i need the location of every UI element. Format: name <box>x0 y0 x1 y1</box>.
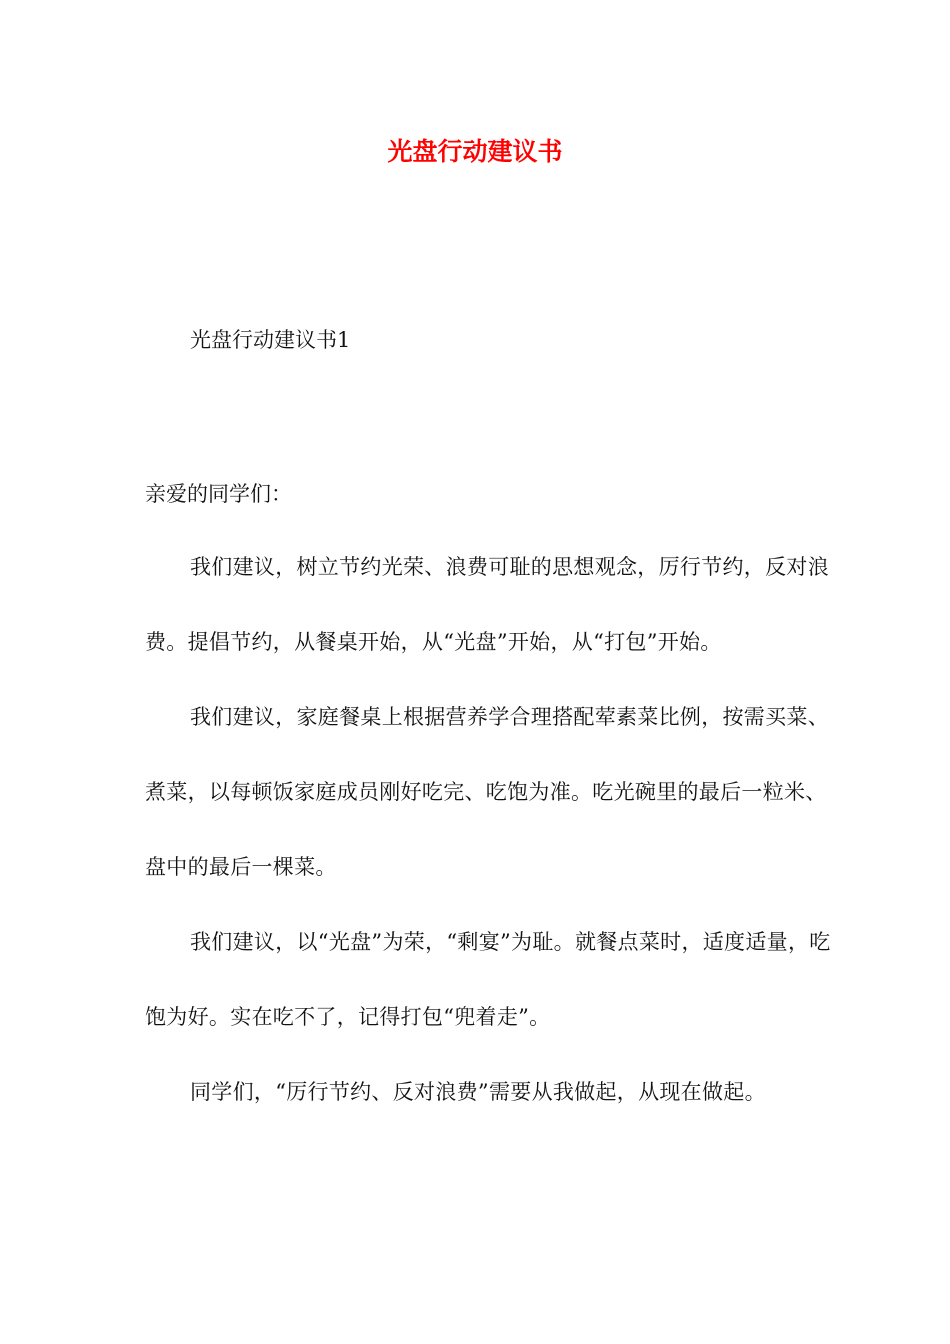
body-paragraphs <box>145 530 835 1130</box>
document-title: 光盘行动建议书 <box>387 137 563 166</box>
section-heading: 光盘行动建议书1 <box>190 328 351 352</box>
greeting-line: 亲爱的同学们： <box>145 482 292 506</box>
paragraph-2: 我们建议，家庭餐桌上根据营养学合理搭配荤素菜比例，按需买菜、煮菜，以每顿饭家庭成员刚好吃完、吃饱为准。吃光碗里的最后一粒米、盘中的最后一棵菜。 <box>145 705 829 879</box>
paragraph-1: 我们建议，树立节约光荣、浪费可耻的思想观念，厉行节约，反对浪费。提倡节约，从餐桌开始，从“光盘”开始，从“打包”开始。 <box>145 555 829 654</box>
paragraph-4: 同学们，“厉行节约、反对浪费”需要从我做起，从现在做起。 <box>190 1080 766 1104</box>
paragraph-3: 我们建议，以“光盘”为荣，“剩宴”为耻。就餐点菜时，适度适量，吃饱为好。实在吃不了，记得打包“兜着走”。 <box>145 930 831 1029</box>
